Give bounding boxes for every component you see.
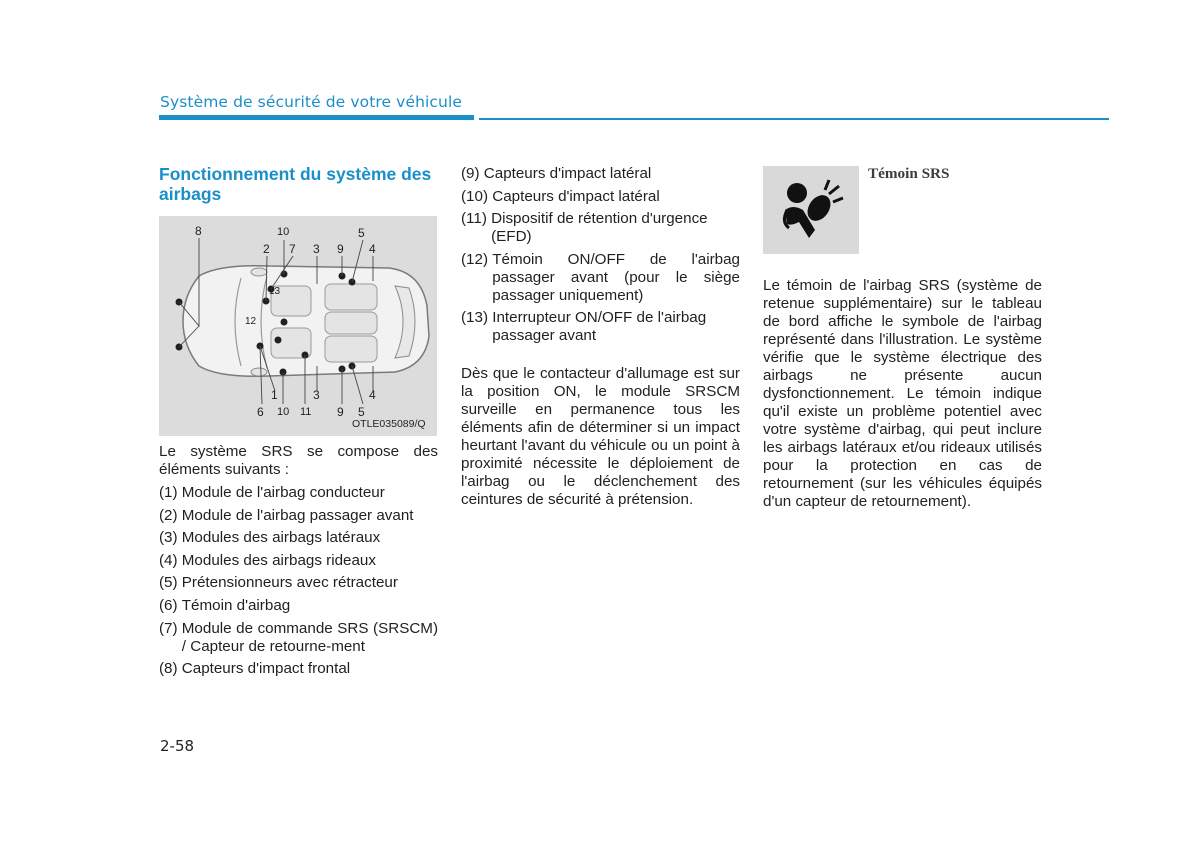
list-text: Capteurs d'impact frontal xyxy=(181,660,351,678)
list-item xyxy=(461,188,740,206)
list-text: Témoin ON/OFF de l'airbag passager avant (pour le siège passager uniquement) xyxy=(492,250,740,304)
column-1 xyxy=(159,443,438,683)
diagram-label: 3 xyxy=(313,388,320,402)
column-3 xyxy=(763,277,1042,511)
list-number: (11) xyxy=(461,210,492,228)
list-number: (13) xyxy=(461,309,493,327)
list-item xyxy=(461,210,740,246)
list-number: (8) xyxy=(159,660,182,678)
list-item xyxy=(159,484,438,502)
list-text: Modules des airbags latéraux xyxy=(181,529,381,547)
diagram-label: 11 xyxy=(300,406,312,418)
intro-paragraph: Le système SRS se compose des éléments suivants : xyxy=(159,443,438,478)
list-text: Interrupteur ON/OFF de l'airbag passager avant xyxy=(492,309,707,345)
airbag-warning-icon xyxy=(763,166,859,254)
warning-icon-panel xyxy=(763,166,859,254)
list-number: (5) xyxy=(159,574,182,592)
list-item xyxy=(461,251,740,305)
component-list xyxy=(159,484,438,678)
warning-title: Témoin SRS xyxy=(868,165,950,182)
list-item xyxy=(159,552,438,570)
list-text: Capteurs d'impact latéral xyxy=(483,165,652,182)
page-number: 2-58 xyxy=(160,737,195,755)
list-item xyxy=(461,165,740,183)
list-item xyxy=(159,507,438,525)
diagram-label: 4 xyxy=(369,242,376,256)
diagram-label: 13 xyxy=(269,286,281,297)
list-text: Module de l'airbag conducteur xyxy=(181,484,385,501)
list-text: Témoin d'airbag xyxy=(181,596,291,614)
list-item xyxy=(461,309,740,345)
header-rule xyxy=(479,118,1109,120)
section-title: Fonctionnement du système des airbags xyxy=(159,164,432,204)
diagram-label: 7 xyxy=(289,242,296,256)
header-title: Système de sécurité de votre véhicule xyxy=(160,93,462,111)
list-number: (9) xyxy=(461,165,484,182)
diagram-label: 12 xyxy=(245,316,257,327)
list-item xyxy=(159,574,438,592)
list-number: (6) xyxy=(159,596,182,614)
diagram-label: 8 xyxy=(195,224,202,238)
diagram-label: 5 xyxy=(358,405,365,419)
airbag-diagram xyxy=(159,216,437,436)
warning-paragraph: Le témoin de l'airbag SRS (système de retenue supplémentaire) sur le tableau de bord affiche le symbole de l'airbag représenté dans l'illustration. Le système vérifie que le système électrique des airbags ne présente aucun dysfonctionnement. Le témoin indique qu'il existe un problème potentiel avec votre système d'airbag, qui peut inclure les airbags latéraux et/ou rideaux utilisés pour la protection en cas de retournement (sur les véhicules équipés d'un capteur de retournement). xyxy=(763,277,1042,510)
list-number: (3) xyxy=(159,529,182,547)
diagram-label: 9 xyxy=(337,405,344,419)
list-number: (2) xyxy=(159,506,182,524)
monitoring-paragraph: Dès que le contacteur d'allumage est sur la position ON, le module SRSCM surveille en permanence tous les éléments afin de déterminer si un impact heurtant l'avant du véhicule ou un point à proximité nécessite le déploiement de l'airbag ou le déclenchement des ceintures de sécurité à prétension. xyxy=(461,365,740,509)
diagram-label: 1 xyxy=(271,388,278,402)
list-item xyxy=(159,620,438,656)
diagram-label: 10 xyxy=(277,226,290,238)
list-text: Dispositif de rétention d'urgence (EFD) xyxy=(491,210,708,246)
diagram-label: 6 xyxy=(257,405,264,419)
list-item xyxy=(159,660,438,678)
diagram-label: 4 xyxy=(369,388,376,402)
list-text: Module de l'airbag passager avant xyxy=(181,506,414,524)
list-number: (7) xyxy=(159,619,182,637)
diagram-label: 9 xyxy=(337,242,344,256)
diagram-label: 10 xyxy=(277,406,290,418)
list-number: (4) xyxy=(159,551,182,569)
list-number: (12) xyxy=(461,250,493,268)
list-number: (10) xyxy=(461,187,493,205)
list-text: Capteurs d'impact latéral xyxy=(492,187,660,205)
list-text: Modules des airbags rideaux xyxy=(181,551,376,569)
list-item xyxy=(159,529,438,547)
diagram-label: 5 xyxy=(358,226,365,240)
list-text: Module de commande SRS (SRSCM) / Capteur de retourne-ment xyxy=(181,619,438,655)
diagram-label: 3 xyxy=(313,242,320,256)
column-2 xyxy=(461,165,740,509)
car-topview-illustration xyxy=(159,216,437,436)
diagram-label: 2 xyxy=(263,242,270,256)
list-text: Prétensionneurs avec rétracteur xyxy=(181,574,398,592)
list-number: (1) xyxy=(159,484,182,501)
figure-code: OTLE035089/Q xyxy=(352,418,426,430)
header-accent-bar xyxy=(159,115,474,120)
list-item xyxy=(159,597,438,615)
component-list-continued xyxy=(461,165,740,345)
